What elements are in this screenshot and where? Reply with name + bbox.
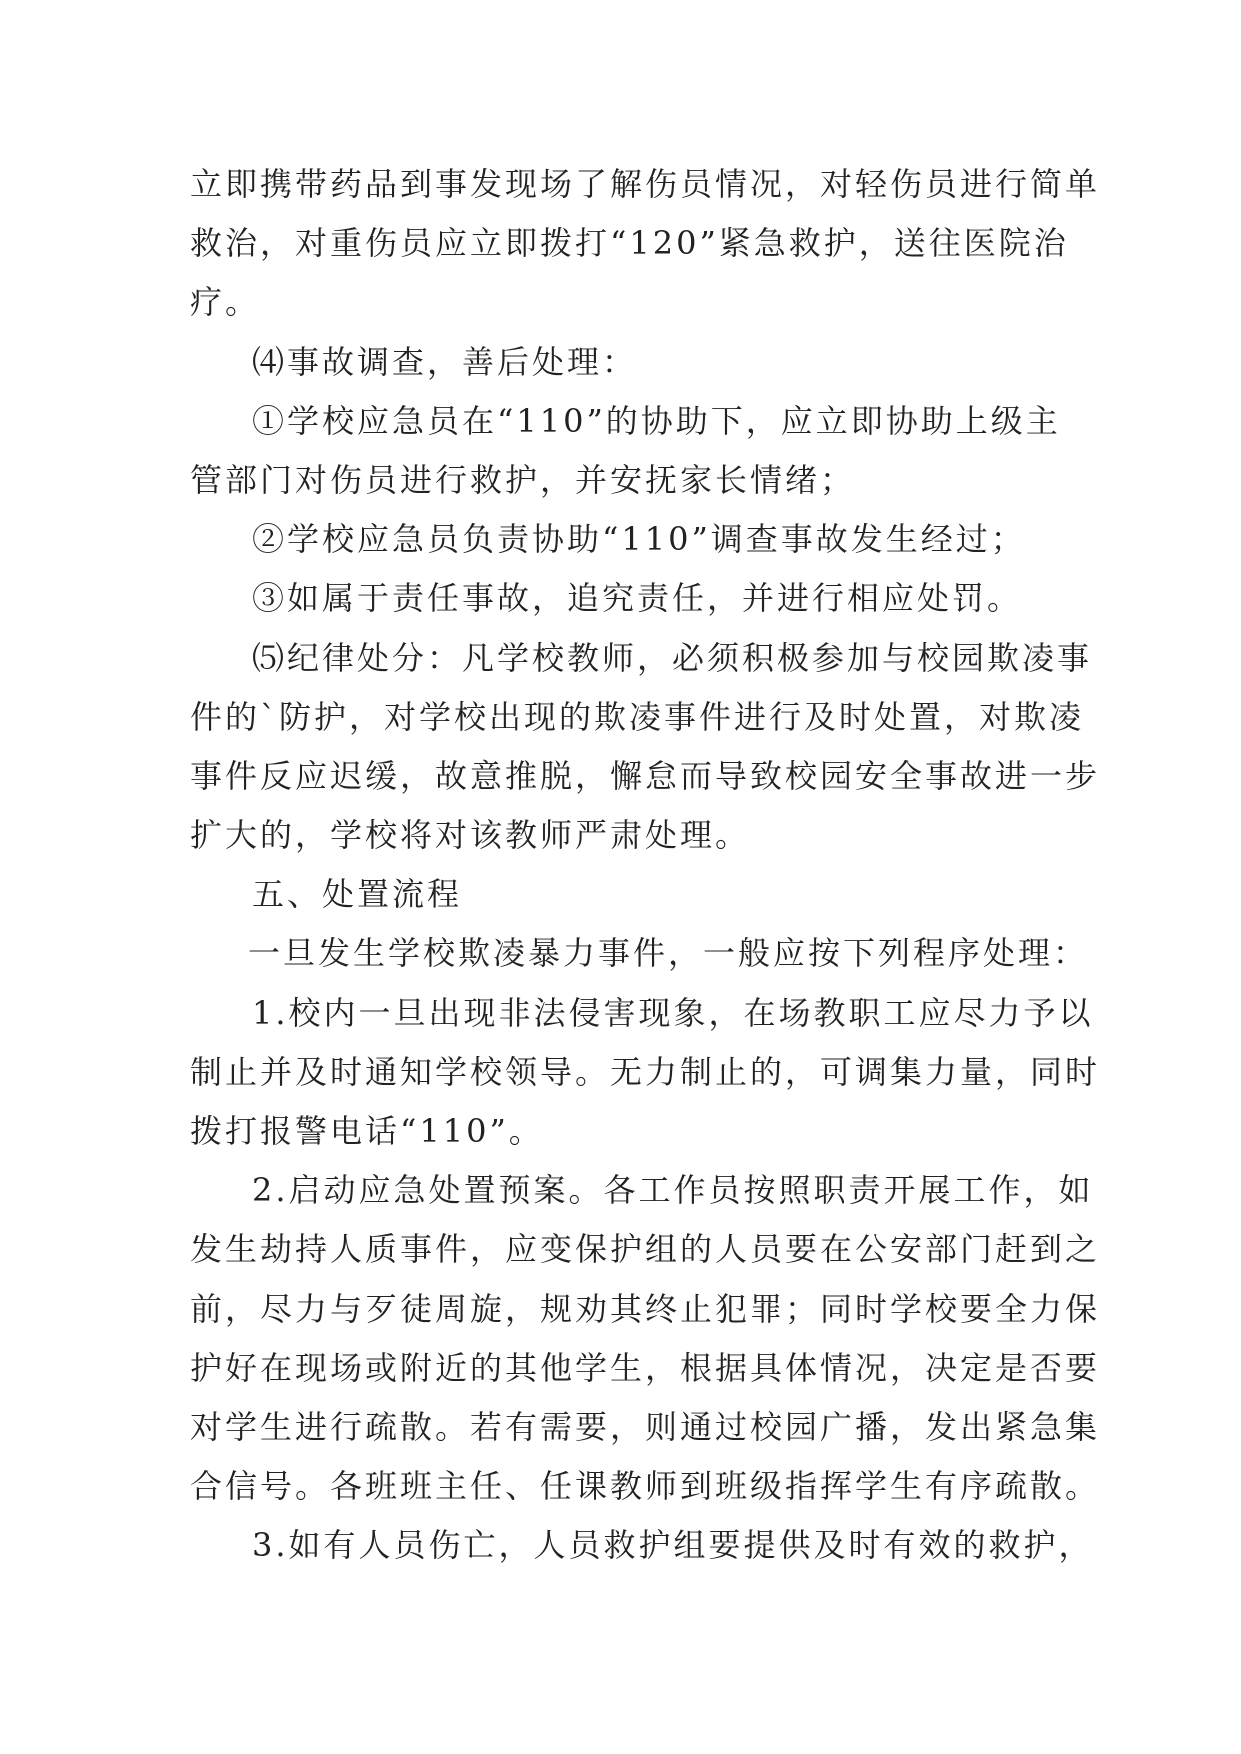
text-line: ⑷事故调查，善后处理： [252,342,638,381]
text-line: 拨打报警电话“110”。 [190,1112,544,1150]
text-line: 合信号。各班班主任、任课教师到班级指挥学生有序疏散。 [190,1467,1101,1506]
text-line: 救治，对重伤员应立即拨打“120”紧急救护，送往医院治 [190,224,1069,263]
text-line: 事件反应迟缓，故意推脱，懈怠而导致校园安全事故进一步 [190,756,1101,795]
text-line: ①学校应急员在“110”的协助下，应立即协助上级主 [252,401,1061,440]
text-line: 发生劫持人质事件，应变保护组的人员要在公安部门赶到之 [190,1230,1101,1269]
text-line: 件的`防护，对学校出现的欺凌事件进行及时处置，对欺凌 [190,697,1085,736]
text-line: 立即携带药品到事发现场了解伤员情况，对轻伤员进行简单 [190,165,1101,203]
text-line: 前，尽力与歹徒周旋，规劝其终止犯罪；同时学校要全力保 [190,1289,1101,1328]
text-line: 对学生进行疏散。若有需要，则通过校园广播，发出紧急集 [190,1407,1101,1446]
text-line: 护好在现场或附近的其他学生，根据具体情况，决定是否要 [190,1348,1101,1387]
body-text [190,155,1101,1576]
text-line: 3.如有人员伤亡，人员救护组要提供及时有效的救护， [252,1526,1094,1565]
text-line: 制止并及时通知学校领导。无力制止的，可调集力量，同时 [190,1052,1101,1091]
text-line: 管部门对伤员进行救护，并安抚家长情绪； [190,460,856,499]
section-heading: 五、处置流程 [252,875,463,914]
text-line: ②学校应急员负责协助“110”调查事故发生经过； [252,520,1026,559]
text-line: ⑸纪律处分：凡学校教师，必须积极参加与校园欺凌事 [252,638,1093,677]
text-line: ③如属于责任事故，追究责任，并进行相应处罚。 [252,579,1023,618]
text-line: 疗。 [190,283,261,322]
text-line: 1.校内一旦出现非法侵害现象，在场教职工应尽力予以 [252,993,1094,1032]
text-line: 2.启动应急处置预案。各工作员按照职责开展工作，如 [252,1171,1094,1210]
text-line: 一旦发生学校欺凌暴力事件，一般应按下列程序处理： [248,934,1089,973]
text-line: 扩大的，学校将对该教师严肃处理。 [190,816,751,855]
